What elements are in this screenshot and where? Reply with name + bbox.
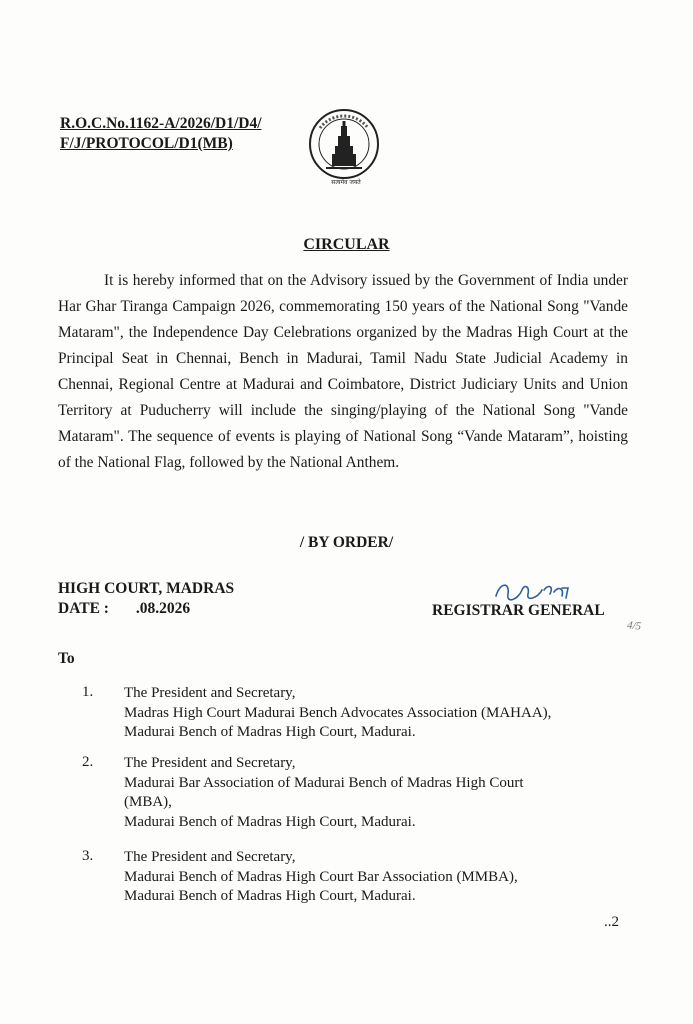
issuing-court: HIGH COURT, MADRAS [58, 580, 235, 597]
date-row [58, 600, 190, 618]
handwritten-date: 4/5 [626, 619, 642, 633]
recipient-line: (MBA), [124, 794, 172, 810]
recipient-line: Madurai Bench of Madras High Court, Madurai. [124, 888, 416, 904]
circular-title: CIRCULAR [303, 236, 390, 253]
reference-line-2: F/J/PROTOCOL/D1(MB) [60, 135, 233, 152]
to-label: To [58, 650, 75, 667]
by-order: / BY ORDER/ [299, 534, 394, 551]
recipient-line: The President and Secretary, [124, 755, 296, 771]
reference-line-1: R.O.C.No.1162-A/2026/D1/D4/ [60, 115, 262, 132]
recipient-number: 1. [82, 684, 94, 700]
reference-number [60, 114, 262, 154]
recipient-line: Madurai Bar Association of Madurai Bench of Madras High Court [124, 774, 524, 791]
emblem-motto: सत्यमेव जयते [331, 179, 361, 186]
page-continuation: ..2 [604, 914, 619, 930]
circular-body: It is hereby informed that on the Advisory issued by the Government of India under Har Ghar Tiranga Campaign 2026, commemorating 150 years of the National Song "Vande Mataram", the Independence Day Celebrations organized by the Madras High Court at the Principal Seat in Chennai, Bench in Madurai, Tamil Nadu State Judicial Academy in Chennai, Regional Centre at Madurai and Coimbatore, District Judiciary Units and Union Territory at Puducherry will include the singing/playing of the National Song "Vande Mataram". The sequence of events is playing of National Song “Vande Mataram”, hoisting of the National Flag, followed by the National Anthem. [58, 272, 628, 471]
recipient-line: Madurai Bench of Madras High Court, Madurai. [124, 724, 416, 740]
recipient-line: The President and Secretary, [124, 685, 296, 701]
recipient-line: Madras High Court Madurai Bench Advocates Association (MAHAA), [124, 704, 552, 721]
recipient-line: The President and Secretary, [124, 849, 296, 865]
recipient-number: 3. [82, 848, 94, 864]
recipient-line: Madurai Bench of Madras High Court Bar Association (MMBA), [124, 868, 518, 885]
date-label: DATE : [58, 600, 109, 617]
recipient-line: Madurai Bench of Madras High Court, Madurai. [124, 813, 416, 830]
date-value: .08.2026 [135, 600, 191, 617]
recipient-number: 2. [82, 754, 94, 770]
registrar-general: REGISTRAR GENERAL [432, 602, 605, 619]
